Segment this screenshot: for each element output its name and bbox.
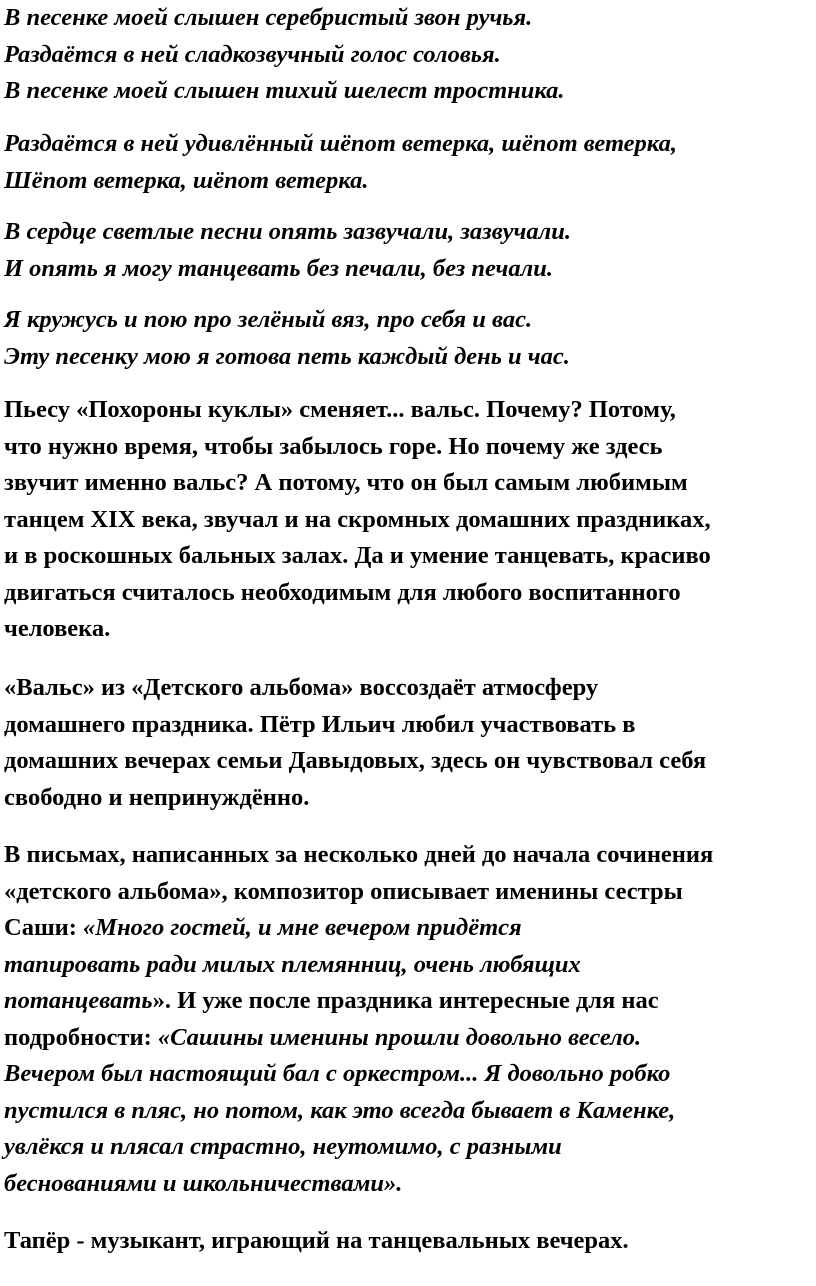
text-segment: ». И уже после праздника интересные для нас (152, 987, 659, 1014)
text-line: В письмах, написанных за несколько дней до начала сочинения (4, 841, 714, 868)
text-line (4, 1020, 713, 1057)
text-segment: Саши: (4, 914, 84, 941)
text-line: и в роскошных бальных залах. Да и умение танцевать, красиво (4, 542, 711, 569)
paragraph-children-album (4, 670, 706, 816)
paragraph-letters (4, 837, 713, 1202)
verse-line: Эту песенку мою я готова петь каждый день и час. (4, 342, 570, 370)
text-line: домашних вечерах семьи Давыдовых, здесь он чувствовал себя (4, 747, 707, 774)
text-line: свободно и непринуждённо. (4, 783, 310, 811)
verse-line: В сердце светлые песни опять зазвучали, зазвучали. (4, 218, 571, 245)
verse-line: И опять я могу танцевать без печали, без печали. (4, 254, 553, 282)
text-line: звучит именно вальс? А потому, что он был самым любимым (4, 469, 688, 496)
verse-line: В песенке моей слышен серебристый звон ручья. (4, 4, 533, 31)
quote-line: увлёкся и плясал страстно, неутомимо, с разными (4, 1133, 562, 1160)
text-line: домашнего праздника. Пётр Ильич любил участвовать в (4, 710, 636, 738)
verse-1 (4, 0, 565, 110)
quote-segment: потанцевать (4, 987, 153, 1014)
verse-line: Я кружусь и пою про зелёный вяз, про себя и вас. (4, 306, 533, 333)
verse-3 (4, 214, 571, 287)
text-line: двигаться считалось необходимым для любого воспитанного (4, 578, 681, 606)
text-line (4, 910, 713, 947)
text-line: танцем XIX века, звучал и на скромных домашних праздниках, (4, 505, 711, 533)
quote-segment: «Сашины именины прошли довольно весело. (157, 1023, 642, 1051)
verse-4 (4, 302, 570, 375)
text-line: Тапёр - музыкант, играющий на танцевальных вечерах. (4, 1227, 629, 1254)
text-line: что нужно время, чтобы забылось горе. Но почему же здесь (4, 432, 663, 460)
quote-line: Вечером был настоящий бал с оркестром... Я довольно робко (4, 1060, 671, 1087)
quote-line: тапировать ради милых племянниц, очень любящих (4, 950, 581, 978)
verse-line: В песенке моей слышен тихий шелест тростника. (4, 77, 565, 104)
text-line: «детского альбома», композитор описывает именины сестры (4, 877, 683, 905)
quote-line: беснованиями и школьничествами». (4, 1169, 403, 1197)
paragraph-waltz-intro (4, 392, 711, 648)
definition-taper (4, 1223, 629, 1260)
text-line: «Вальс» из «Детского альбома» воссоздаёт атмосферу (4, 674, 599, 701)
text-line (4, 983, 713, 1020)
quote-segment: «Много гостей, и мне вечером придётся (83, 914, 522, 941)
verse-line: Раздаётся в ней сладкозвучный голос соловья. (4, 40, 501, 68)
text-segment: подробности: (4, 1023, 158, 1051)
verse-line: Шёпот ветерка, шёпот ветерка. (4, 166, 369, 194)
verse-2 (4, 126, 677, 199)
quote-line: пустился в пляс, но потом, как это всегда бывает в Каменке, (4, 1096, 676, 1124)
text-line: человека. (4, 615, 111, 642)
text-line: Пьесу «Похороны куклы» сменяет... вальс. Почему? Потому, (4, 396, 676, 423)
verse-line: Раздаётся в ней удивлённый шёпот ветерка, шёпот ветерка, (4, 130, 677, 157)
